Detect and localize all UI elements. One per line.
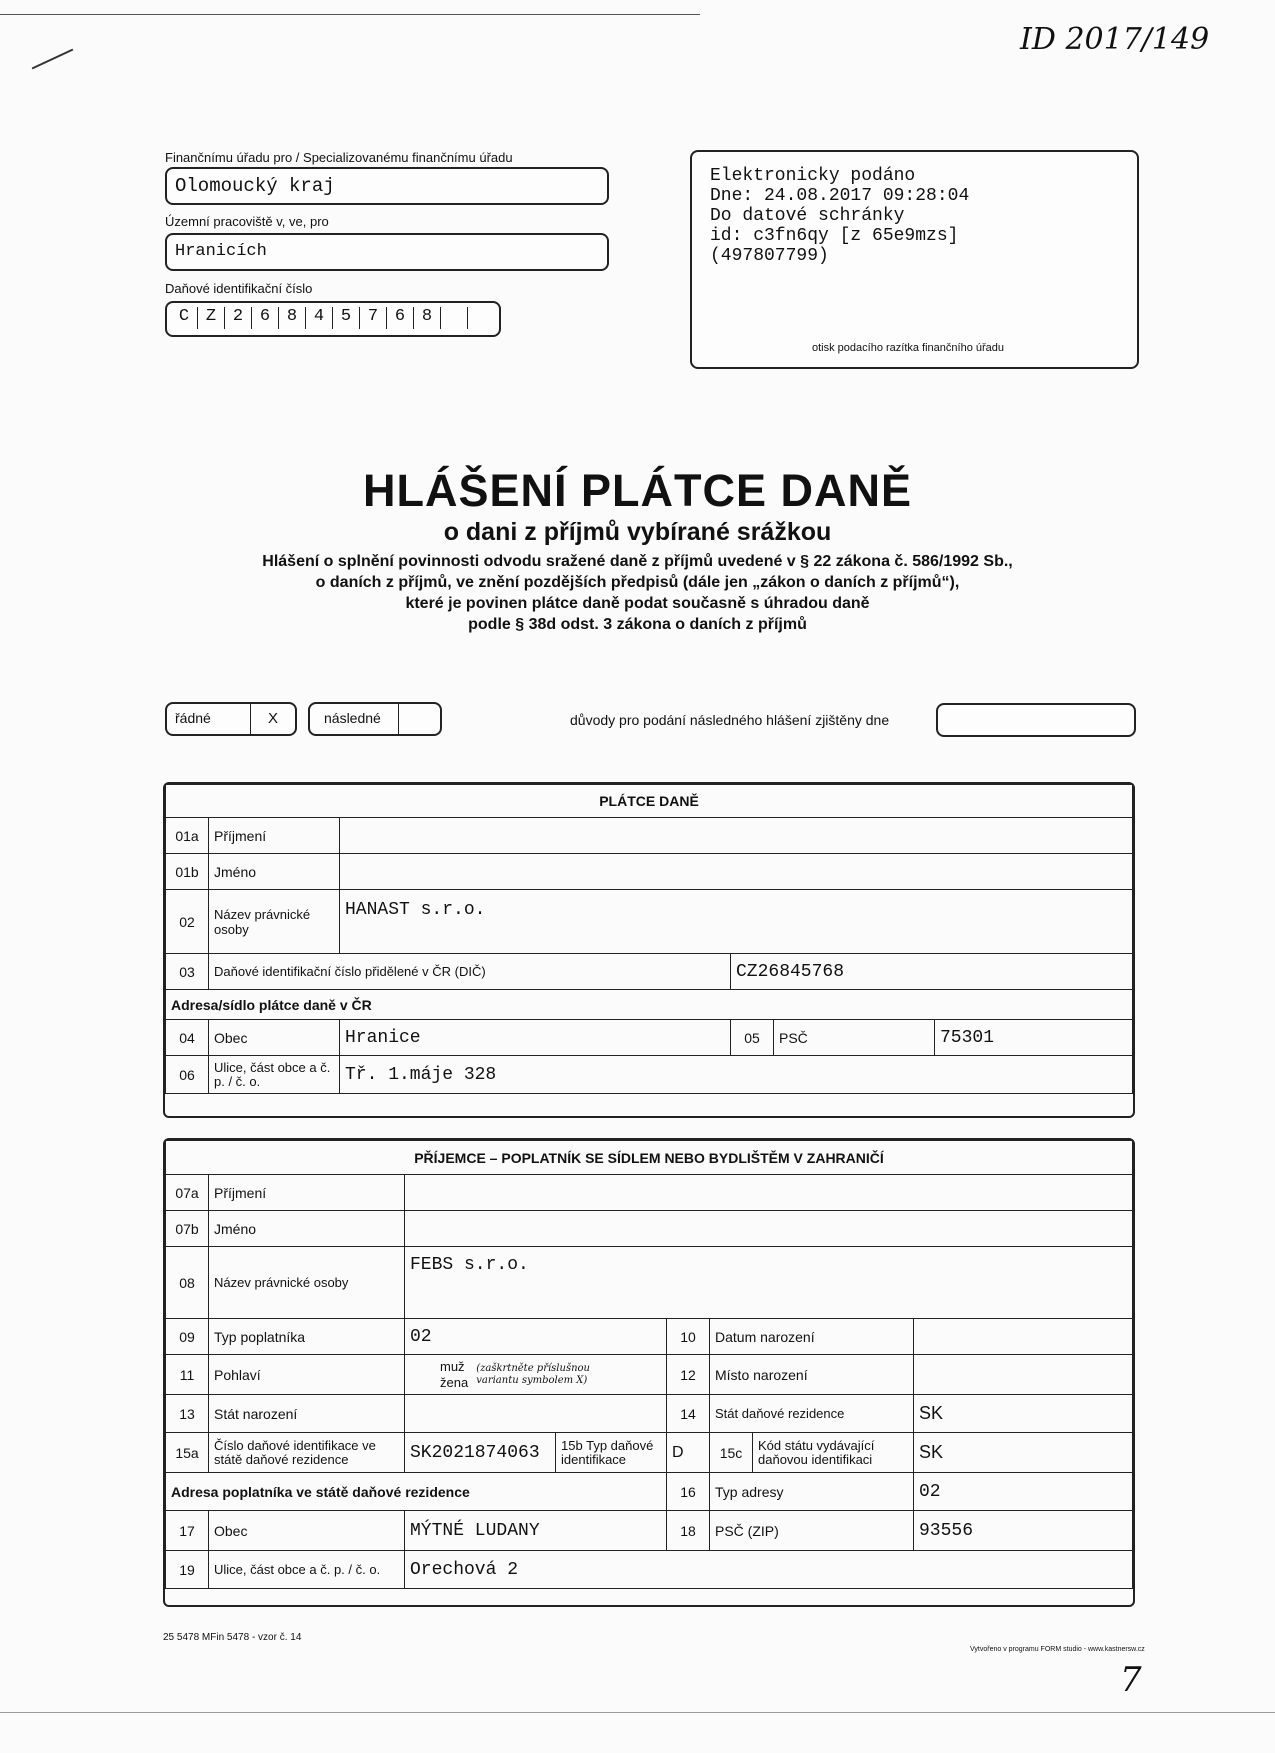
city-label: Obec <box>209 1020 340 1056</box>
description-line: o daních z příjmů, ve znění pozdějších předpisů (dále jen „zákon o daních z příjmů“), <box>315 574 960 591</box>
tax-residence-value[interactable]: SK <box>914 1395 1133 1433</box>
stamp-caption: otisk podacího razítka finančního úřadu <box>812 342 1005 354</box>
table-row <box>166 818 1133 854</box>
table-row <box>166 1319 1133 1355</box>
table-row <box>166 1395 1133 1433</box>
recipient-zip-value[interactable]: 93556 <box>914 1511 1133 1551</box>
description-line: Hlášení o splnění povinnosti odvodu sražené daně z příjmů uvedené v § 22 zákona č. 586/1992 Sb., <box>262 553 1013 570</box>
stamp-line: Do datové schránky <box>710 206 905 226</box>
regular-checkbox[interactable]: X <box>250 704 295 734</box>
row-number: 18 <box>667 1511 710 1551</box>
street-label: Ulice, část obce a č. p. / č. o. <box>209 1056 340 1094</box>
recipient-header: PŘÍJEMCE – POPLATNÍK SE SÍDLEM NEBO BYDLIŠTĚM V ZAHRANIČÍ <box>166 1141 1133 1175</box>
payer-company-value[interactable]: HANAST s.r.o. <box>340 890 1133 954</box>
regular-filing-option[interactable] <box>165 702 297 736</box>
description-line: které je povinen plátce daně podat současně s úhradou daně <box>405 595 870 612</box>
dic-char-cell: 2 <box>225 307 252 329</box>
dic-char-cell: 8 <box>414 307 441 329</box>
stamp-line: Dne: 24.08.2017 09:28:04 <box>710 186 970 206</box>
payer-header: PLÁTCE DANĚ <box>166 785 1133 818</box>
dic-char-cell: 6 <box>252 307 279 329</box>
page-subtitle: o dani z příjmů vybírané srážkou <box>443 518 832 546</box>
tax-id-type-number: 15b <box>561 1437 583 1453</box>
taxpayer-type-value[interactable]: 02 <box>405 1319 667 1355</box>
followup-checkbox[interactable] <box>398 704 441 734</box>
table-row <box>166 1247 1133 1319</box>
table-row <box>166 1433 1133 1473</box>
reason-date-field[interactable] <box>936 703 1136 737</box>
stamp-text <box>710 166 969 266</box>
street-label: Ulice, část obce a č. p. / č. o. <box>209 1551 405 1589</box>
recipient-table <box>165 1140 1133 1589</box>
row-number: 03 <box>166 954 209 990</box>
row-number: 15a <box>166 1433 209 1473</box>
tax-office-field[interactable] <box>165 167 609 205</box>
city-label: Obec <box>209 1511 405 1551</box>
table-row <box>166 1473 1133 1511</box>
recipient-company-value[interactable]: FEBS s.r.o. <box>405 1247 1133 1319</box>
company-name-label: Název právnické osoby <box>209 1247 405 1319</box>
row-number: 06 <box>166 1056 209 1094</box>
description-line: podle § 38d odst. 3 zákona o daních z příjmů <box>468 616 807 633</box>
table-row <box>166 1551 1133 1589</box>
table-row <box>166 1175 1133 1211</box>
row-number: 11 <box>166 1355 209 1395</box>
gender-label: Pohlaví <box>209 1355 405 1395</box>
table-row <box>166 954 1133 990</box>
dic-cells <box>171 307 494 329</box>
firstname-label: Jméno <box>209 854 340 890</box>
recipient-surname-value[interactable] <box>405 1175 1133 1211</box>
dic-field[interactable] <box>165 301 501 337</box>
stamp-line: (497807799) <box>710 246 829 266</box>
recipient-city-value[interactable]: MÝTNÉ LUDANY <box>405 1511 667 1551</box>
dic-char-cell: Z <box>198 307 225 329</box>
row-number: 08 <box>166 1247 209 1319</box>
birth-country-label: Stát narození <box>209 1395 405 1433</box>
recipient-firstname-value[interactable] <box>405 1211 1133 1247</box>
recipient-address-header: Adresa poplatníka ve státě daňové rezidence <box>166 1473 667 1511</box>
birth-place-label: Místo narození <box>710 1355 914 1395</box>
birth-date-label: Datum narození <box>710 1319 914 1355</box>
row-number: 07a <box>166 1175 209 1211</box>
branch-field[interactable] <box>165 233 609 271</box>
address-type-value[interactable]: 02 <box>914 1473 1133 1511</box>
payer-dic-value[interactable]: CZ26845768 <box>731 954 1133 990</box>
recipient-street-value[interactable]: Orechová 2 <box>405 1551 1133 1589</box>
dic-row-label: Daňové identifikační číslo přidělené v ČR (DIČ) <box>209 954 731 990</box>
row-number: 05 <box>731 1020 774 1056</box>
dic-char-cell: 6 <box>387 307 414 329</box>
stamp-line: Elektronicky podáno <box>710 166 916 186</box>
table-row <box>166 1511 1133 1551</box>
row-number: 09 <box>166 1319 209 1355</box>
row-number: 17 <box>166 1511 209 1551</box>
dic-label: Daňové identifikační číslo <box>165 281 313 296</box>
row-number: 15c <box>710 1433 753 1473</box>
row-number: 12 <box>667 1355 710 1395</box>
dic-char-cell <box>441 307 468 329</box>
handwritten-id-annotation: ID 2017/149 <box>1020 22 1210 57</box>
row-number: 02 <box>166 890 209 954</box>
scan-bottom-line <box>0 1712 1275 1713</box>
description <box>80 551 1195 635</box>
gender-options[interactable] <box>405 1355 667 1395</box>
gender-note: (zaškrtněte příslušnou variantu symbolem X) <box>476 1362 590 1386</box>
payer-street-value[interactable]: Tř. 1.máje 328 <box>340 1056 1133 1094</box>
followup-label: následné <box>324 710 381 726</box>
handwritten-page-number: 7 <box>1120 1660 1142 1700</box>
gender-female-option[interactable]: žena <box>440 1374 469 1390</box>
row-number: 10 <box>667 1319 710 1355</box>
tax-id-type-text: Typ daňové identifikace <box>561 1437 654 1467</box>
tax-id-country-label: Kód státu vydávající daňovou identifikaci <box>753 1433 914 1473</box>
row-number: 04 <box>166 1020 209 1056</box>
table-row <box>166 854 1133 890</box>
tax-id-number-value[interactable]: SK2021874063 <box>405 1433 556 1473</box>
branch-label: Územní pracoviště v, ve, pro <box>165 214 329 229</box>
table-row <box>166 1056 1133 1094</box>
company-name-label: Název právnické osoby <box>209 890 340 954</box>
tax-residence-label: Stát daňové rezidence <box>710 1395 914 1433</box>
branch-value: Hranicích <box>175 242 267 261</box>
dic-char-cell <box>468 307 494 329</box>
tax-id-type-value[interactable]: D <box>667 1433 710 1473</box>
filing-stamp-box <box>690 150 1139 369</box>
payer-city-value[interactable]: Hranice <box>340 1020 731 1056</box>
payer-table <box>165 784 1133 1094</box>
dic-char-cell: 5 <box>333 307 360 329</box>
row-number: 16 <box>667 1473 710 1511</box>
taxpayer-type-label: Typ poplatníka <box>209 1319 405 1355</box>
row-number: 19 <box>166 1551 209 1589</box>
birth-country-value[interactable] <box>405 1395 667 1433</box>
followup-filing-option[interactable] <box>308 702 442 736</box>
tax-office-value: Olomoucký kraj <box>175 175 335 197</box>
regular-label: řádné <box>175 710 211 726</box>
pen-mark <box>32 49 74 70</box>
dic-char-cell: 4 <box>306 307 333 329</box>
tax-id-type-label <box>556 1433 667 1473</box>
zip-label: PSČ (ZIP) <box>710 1511 914 1551</box>
table-row <box>166 1020 1133 1056</box>
scan-edge-line <box>0 14 700 15</box>
tax-id-country-value[interactable]: SK <box>914 1433 1133 1473</box>
software-credit: Vytvořeno v programu FORM studio - www.kastnersw.cz <box>970 1646 1145 1653</box>
reason-label: důvody pro podání následného hlášení zjištěny dne <box>570 712 890 728</box>
row-number: 01b <box>166 854 209 890</box>
table-row <box>166 1211 1133 1247</box>
firstname-label: Jméno <box>209 1211 405 1247</box>
gender-male-option[interactable]: muž <box>440 1358 465 1374</box>
payer-firstname-value[interactable] <box>340 854 1133 890</box>
page-title: HLÁŠENÍ PLÁTCE DANĚ <box>362 465 913 516</box>
form-code: 25 5478 MFin 5478 - vzor č. 14 <box>163 1632 302 1643</box>
surname-label: Příjmení <box>209 1175 405 1211</box>
tax-id-number-label: Číslo daňové identifikace ve státě daňové rezidence <box>209 1433 405 1473</box>
row-number: 14 <box>667 1395 710 1433</box>
payer-zip-value[interactable]: 75301 <box>935 1020 1133 1056</box>
row-number: 01a <box>166 818 209 854</box>
row-number: 13 <box>166 1395 209 1433</box>
tax-office-label: Finančnímu úřadu pro / Specializovanému finančnímu úřadu <box>165 150 513 165</box>
table-row <box>166 1355 1133 1395</box>
zip-label: PSČ <box>774 1020 935 1056</box>
address-type-label: Typ adresy <box>710 1473 914 1511</box>
dic-char-cell: C <box>171 307 198 329</box>
table-row <box>166 890 1133 954</box>
surname-label: Příjmení <box>209 818 340 854</box>
stamp-line: id: c3fn6qy [z 65e9mzs] <box>710 226 959 246</box>
payer-address-header: Adresa/sídlo plátce daně v ČR <box>166 990 1133 1020</box>
dic-char-cell: 8 <box>279 307 306 329</box>
birth-date-value[interactable] <box>914 1319 1133 1355</box>
payer-surname-value[interactable] <box>340 818 1133 854</box>
birth-place-value[interactable] <box>914 1355 1133 1395</box>
row-number: 07b <box>166 1211 209 1247</box>
dic-char-cell: 7 <box>360 307 387 329</box>
